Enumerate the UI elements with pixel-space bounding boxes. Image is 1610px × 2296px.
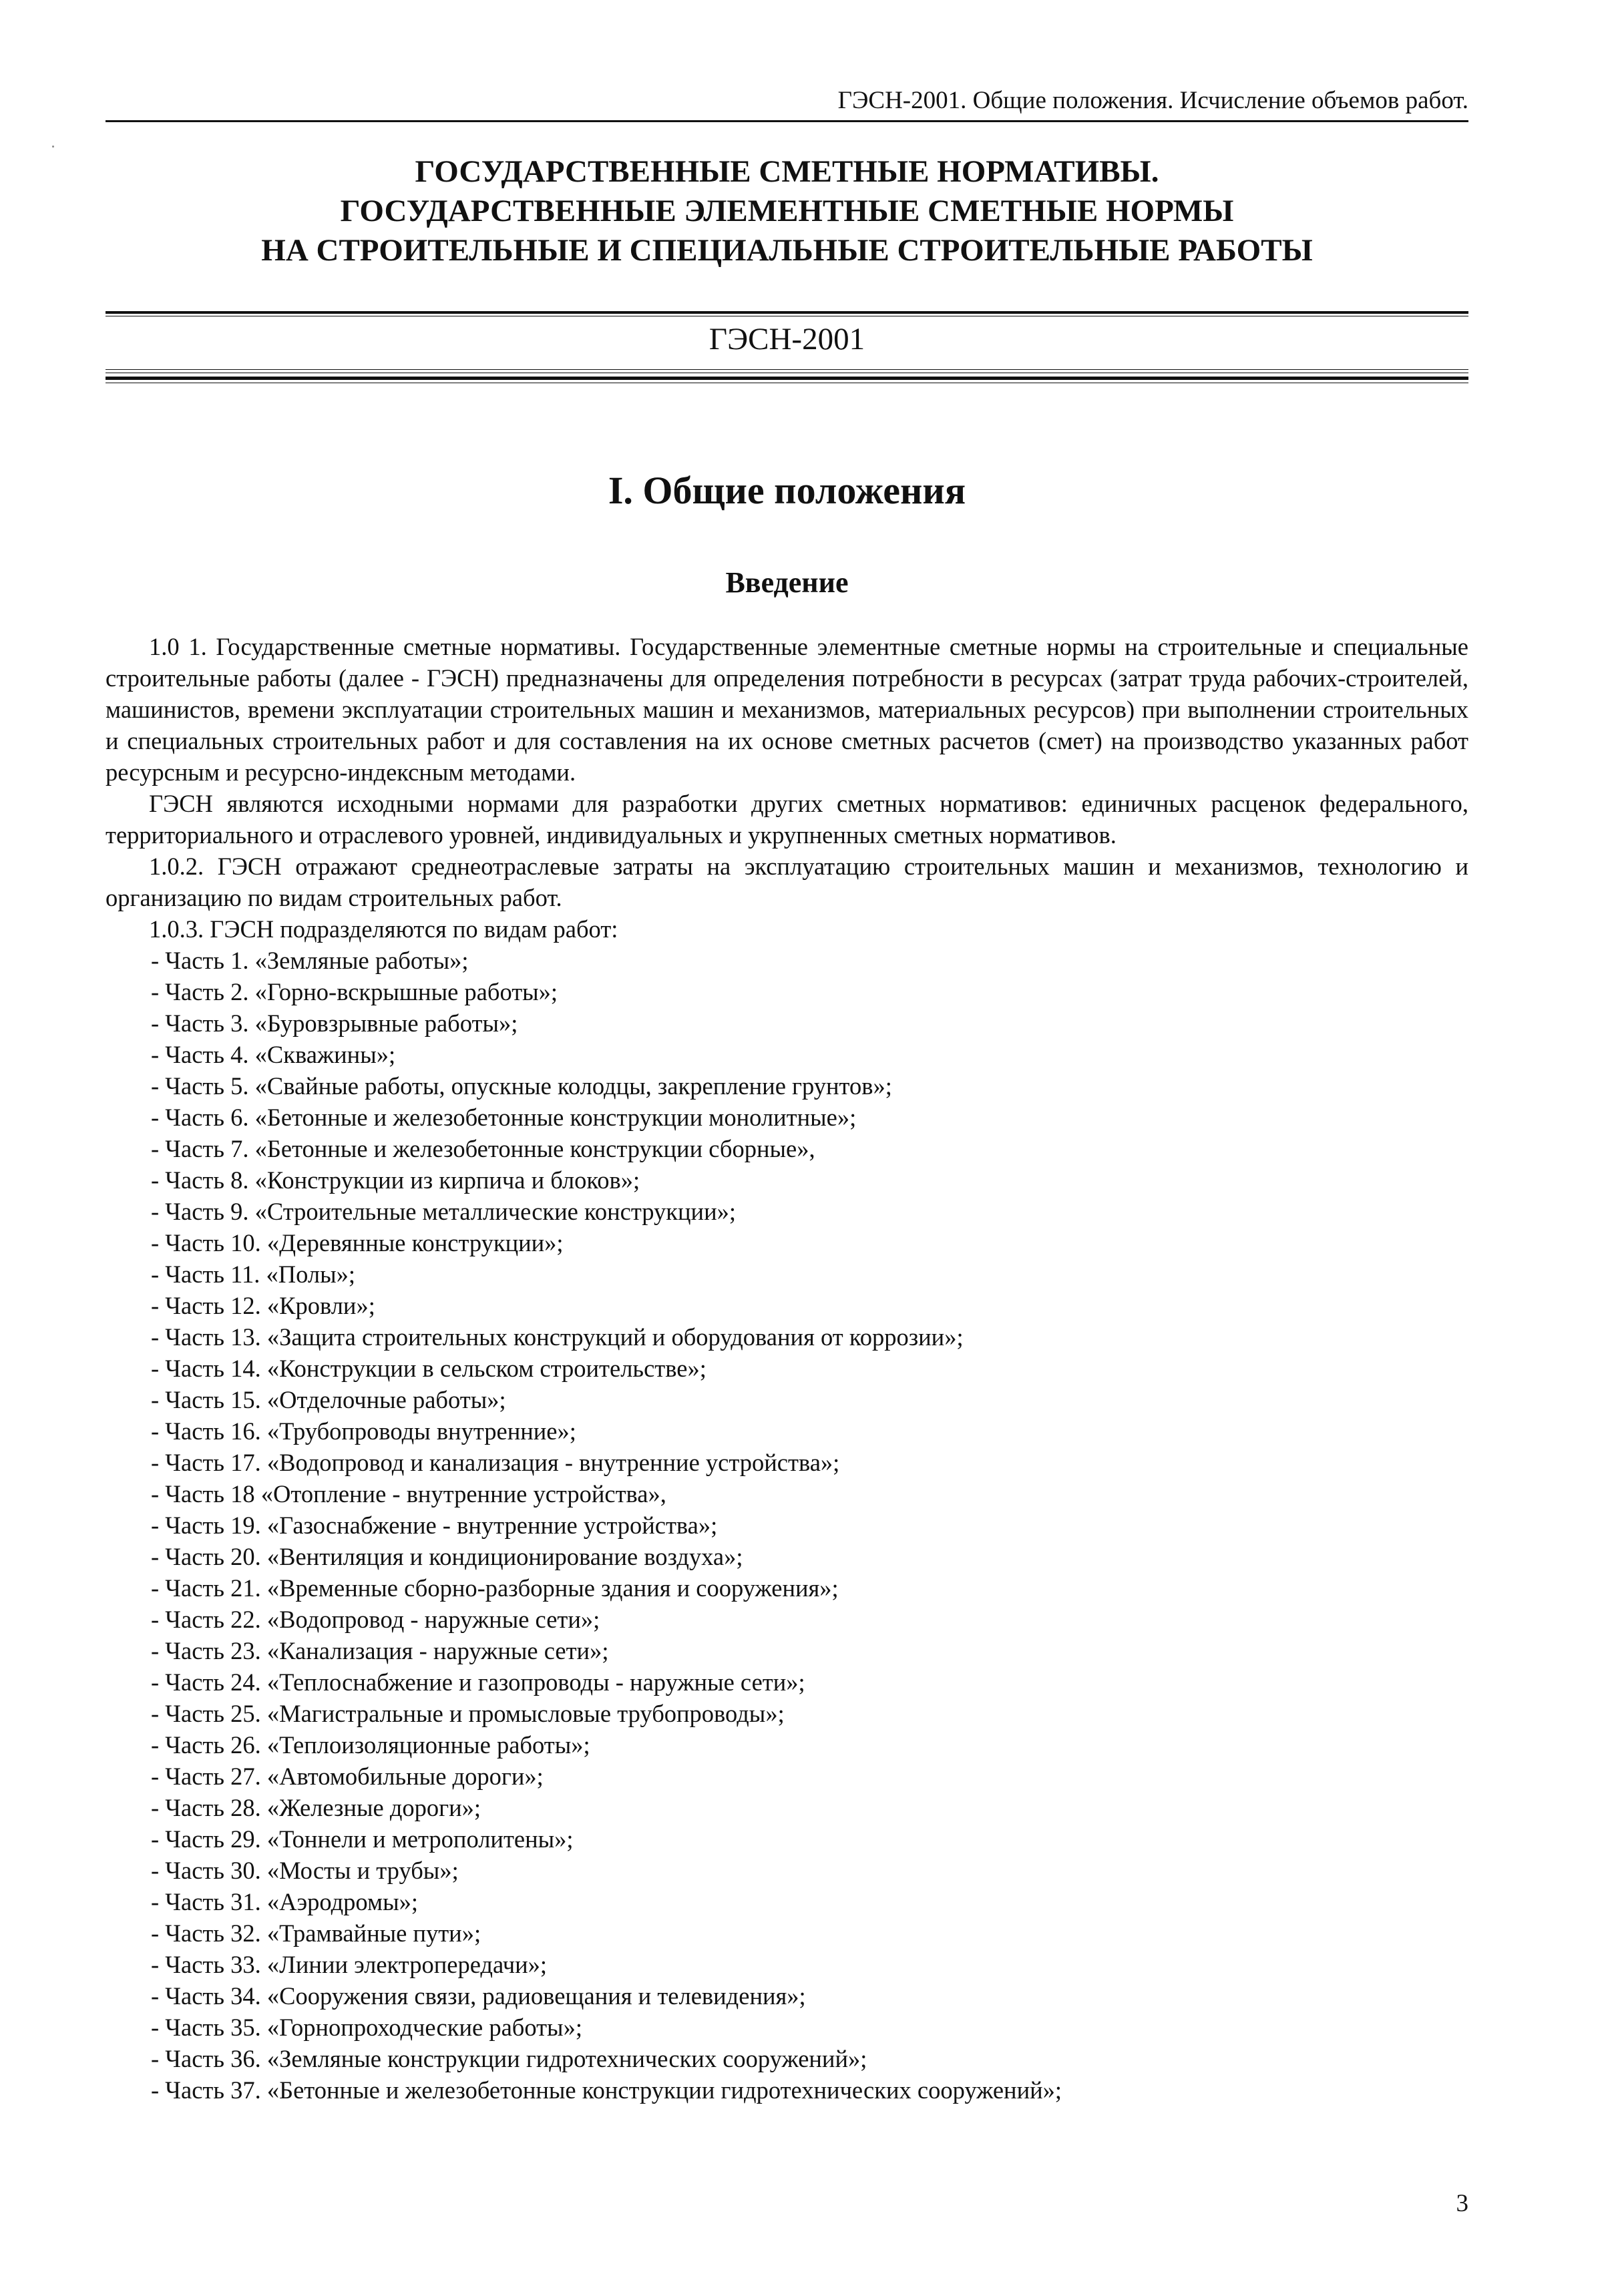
part-list-item: - Часть 1. «Земляные работы»; xyxy=(151,947,469,974)
part-list-item: - Часть 37. «Бетонные и железобетонные конструкции гидротехнических сооружений»; xyxy=(151,2076,1062,2104)
subsection-title: Введение xyxy=(725,566,849,599)
part-list-item: - Часть 13. «Защита строительных конструкций и оборудования от коррозии»; xyxy=(151,1323,964,1351)
part-list-item: - Часть 29. «Тоннели и метрополитены»; xyxy=(151,1825,574,1853)
part-list-item: - Часть 21. «Временные сборно-разборные здания и сооружения»; xyxy=(151,1574,839,1602)
part-list-item: - Часть 9. «Строительные металлические конструкции»; xyxy=(151,1198,736,1225)
divider-bottom-thin-1 xyxy=(106,369,1468,370)
part-list-item: - Часть 4. «Скважины»; xyxy=(151,1041,396,1068)
part-list-item: - Часть 3. «Буровзрывные работы»; xyxy=(151,1009,518,1037)
part-list-item: - Часть 19. «Газоснабжение - внутренние устройства»; xyxy=(151,1512,718,1539)
part-list-item: - Часть 18 «Отопление - внутренние устройства», xyxy=(151,1480,666,1508)
part-list-item: - Часть 11. «Полы»; xyxy=(151,1260,356,1288)
part-list-item: - Часть 20. «Вентиляция и кондиционирование воздуха»; xyxy=(151,1543,743,1570)
part-list-item: - Часть 6. «Бетонные и железобетонные конструкции монолитные»; xyxy=(151,1104,857,1131)
part-list-item: - Часть 5. «Свайные работы, опускные колодцы, закрепление грунтов»; xyxy=(151,1072,892,1100)
part-list-item: - Часть 33. «Линии электропередачи»; xyxy=(151,1951,548,1978)
parts-list xyxy=(106,945,1468,2106)
part-list-item: - Часть 27. «Автомобильные дороги»; xyxy=(151,1763,544,1790)
title-line-1: ГОСУДАРСТВЕННЫЕ СМЕТНЫЕ НОРМАТИВЫ. xyxy=(415,154,1159,189)
running-header: ГЭСН-2001. Общие положения. Исчисление объемов работ. xyxy=(106,85,1468,122)
part-list-item: - Часть 36. «Земляные конструкции гидротехнических сооружений»; xyxy=(151,2045,867,2072)
part-list-item: - Часть 15. «Отделочные работы»; xyxy=(151,1386,506,1413)
part-list-item: - Часть 2. «Горно-вскрышные работы»; xyxy=(151,978,558,1005)
scan-speck xyxy=(52,146,54,148)
part-list-item: - Часть 12. «Кровли»; xyxy=(151,1292,375,1319)
part-list-item: - Часть 30. «Мосты и трубы»; xyxy=(151,1857,459,1884)
part-list-item: - Часть 8. «Конструкции из кирпича и блоков»; xyxy=(151,1166,640,1194)
part-list-item: - Часть 14. «Конструкции в сельском строительстве»; xyxy=(151,1355,707,1382)
section-title: I. Общие положения xyxy=(608,469,966,512)
part-list-item: - Часть 17. «Водопровод и канализация - внутренние устройства»; xyxy=(151,1449,840,1476)
part-list-item: - Часть 25. «Магистральные и промысловые трубопроводы»; xyxy=(151,1700,785,1727)
part-list-item: - Часть 31. «Аэродромы»; xyxy=(151,1888,418,1915)
divider-top-thick xyxy=(106,311,1468,314)
title-line-3: НА СТРОИТЕЛЬНЫЕ И СПЕЦИАЛЬНЫЕ СТРОИТЕЛЬНЫЕ РАБОТЫ xyxy=(261,233,1313,268)
part-list-item: - Часть 26. «Теплоизоляционные работы»; xyxy=(151,1731,590,1759)
part-list-item: - Часть 34. «Сооружения связи, радиовещания и телевидения»; xyxy=(151,1982,806,2010)
page-number: 3 xyxy=(1456,2190,1468,2217)
paragraph-gesn-basis: ГЭСН являются исходными нормами для разработки других сметных нормативов: единичных расценок федерального, территориального и отраслевого уровней, индивидуальных и укрупненных сметных нормативов. xyxy=(106,790,1468,849)
part-list-item: - Часть 32. «Трамвайные пути»; xyxy=(151,1919,481,1947)
body-text xyxy=(106,631,1468,2106)
part-list-item: - Часть 10. «Деревянные конструкции»; xyxy=(151,1229,564,1256)
part-list-item: - Часть 35. «Горнопроходческие работы»; xyxy=(151,2014,582,2041)
paragraph-1-0-3: 1.0.3. ГЭСН подразделяются по видам работ: xyxy=(149,915,618,943)
part-list-item: - Часть 28. «Железные дороги»; xyxy=(151,1794,481,1821)
part-list-item: - Часть 24. «Теплоснабжение и газопроводы - наружные сети»; xyxy=(151,1668,805,1696)
paragraph-1-0-1: 1.0 1. Государственные сметные нормативы. Государственные элементные сметные нормы на строительные и специальные строительные работы (далее - ГЭСН) предназначены для определения потребности в ресурсах (затрат труда рабочих-строителей, машинистов, времени эксплуатации строительных машин и механизмов, материальных ресурсов) при выполнении строительных и специальных строительных работ и для составления на их основе сметных расчетов (смет) на производство указанных работ ресурсным и ресурсно-индексным методами. xyxy=(106,633,1468,786)
part-list-item: - Часть 16. «Трубопроводы внутренние»; xyxy=(151,1417,576,1445)
part-list-item: - Часть 22. «Водопровод - наружные сети»; xyxy=(151,1606,600,1633)
part-list-item: - Часть 7. «Бетонные и железобетонные конструкции сборные», xyxy=(151,1135,815,1162)
divider-bottom-thick xyxy=(106,377,1468,380)
part-list-item: - Часть 23. «Канализация - наружные сети»; xyxy=(151,1637,609,1664)
paragraph-1-0-2: 1.0.2. ГЭСН отражают среднеотраслевые затраты на эксплуатацию строительных машин и механизмов, технологию и организацию по видам строительных работ. xyxy=(106,853,1468,911)
document-code: ГЭСН-2001 xyxy=(709,322,865,357)
document-title xyxy=(106,152,1468,270)
title-line-2: ГОСУДАРСТВЕННЫЕ ЭЛЕМЕНТНЫЕ СМЕТНЫЕ НОРМЫ xyxy=(340,194,1234,228)
